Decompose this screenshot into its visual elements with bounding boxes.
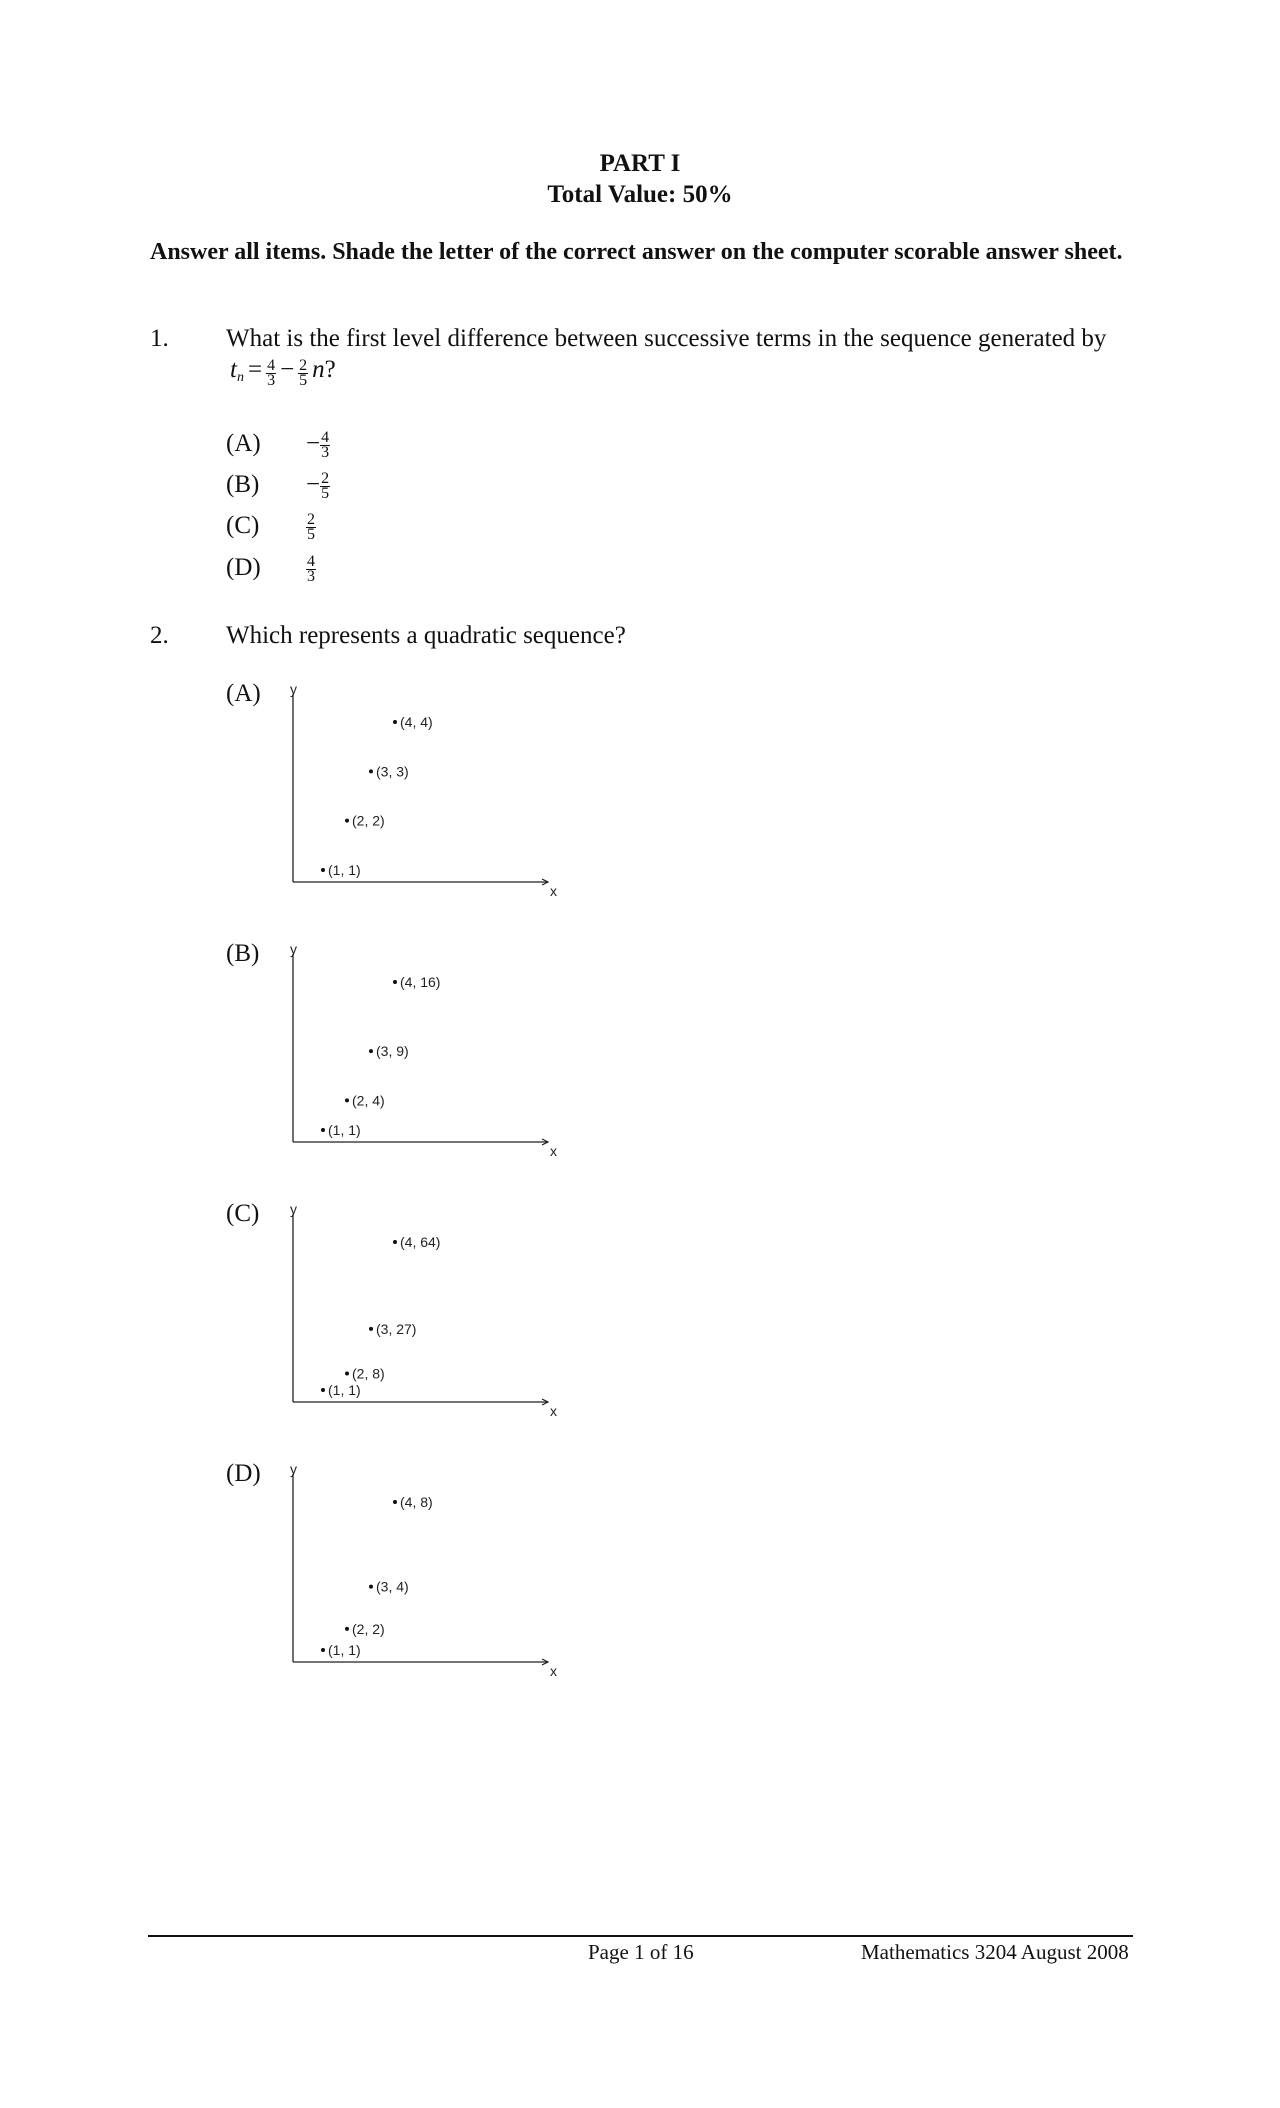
data-point xyxy=(369,1049,373,1053)
x-axis-label: x xyxy=(550,883,557,899)
data-point xyxy=(369,769,373,773)
q2-option-d-label[interactable]: (D) xyxy=(226,1460,261,1487)
data-point xyxy=(321,1648,325,1652)
point-label: (1, 1) xyxy=(328,1642,361,1658)
point-label: (3, 9) xyxy=(376,1043,409,1060)
q2-option-c-label[interactable]: (C) xyxy=(226,1200,260,1227)
data-point xyxy=(345,819,349,823)
footer-divider xyxy=(148,1935,1133,1937)
formula-minus: − xyxy=(280,356,295,383)
y-axis-label: y xyxy=(290,942,297,957)
point-label: (4, 64) xyxy=(400,1234,441,1250)
q1-option-b[interactable] xyxy=(226,469,330,502)
q2-text: Which represents a quadratic sequence? xyxy=(226,622,626,649)
data-point xyxy=(393,1500,397,1504)
point-label: (2, 8) xyxy=(352,1365,385,1382)
graph-a xyxy=(285,682,575,922)
x-axis-label: x xyxy=(550,1663,557,1679)
point-label: (4, 16) xyxy=(400,974,441,990)
point-label: (2, 4) xyxy=(352,1092,385,1109)
option-label: (A) xyxy=(226,430,261,457)
point-label: (2, 2) xyxy=(352,812,385,829)
q2-number: 2. xyxy=(150,622,169,649)
formula-t: t xyxy=(230,356,237,383)
point-label: (3, 4) xyxy=(376,1578,409,1595)
data-point xyxy=(321,1388,325,1392)
page-number: Page 1 of 16 xyxy=(588,1940,694,1964)
total-value: Total Value: 50% xyxy=(547,181,733,208)
point-label: (2, 2) xyxy=(352,1620,385,1637)
data-point xyxy=(345,1627,349,1631)
q1-option-a[interactable] xyxy=(226,428,330,461)
q1-option-c[interactable] xyxy=(226,510,315,543)
option-sign: − xyxy=(306,430,321,457)
option-fraction: $\frac{2}{5}$ xyxy=(307,510,315,543)
data-point xyxy=(393,980,397,984)
option-fraction: $\frac{2}{5}$ xyxy=(321,469,330,502)
instructions: Answer all items. Shade the letter of the correct answer on the computer scorable answer sheet. xyxy=(150,239,1123,265)
part-title: PART I xyxy=(599,150,681,177)
formula-question-mark: ? xyxy=(324,356,336,383)
option-fraction: $\frac{4}{3}$ xyxy=(321,428,330,461)
formula-fraction-2: $\frac{2}{5}$ xyxy=(299,356,308,389)
data-point xyxy=(345,1098,349,1102)
data-point xyxy=(369,1327,373,1331)
point-label: (4, 8) xyxy=(400,1494,433,1510)
formula-fraction-1: $\frac{4}{3}$ xyxy=(267,356,276,389)
point-label: (4, 4) xyxy=(400,714,433,730)
data-point xyxy=(321,1128,325,1132)
x-axis-label: x xyxy=(550,1403,557,1419)
data-point xyxy=(393,1240,397,1244)
y-axis-label: y xyxy=(290,1462,297,1477)
option-fraction: $\frac{4}{3}$ xyxy=(307,552,315,585)
y-axis-label: y xyxy=(290,682,297,697)
graph-d xyxy=(285,1462,575,1702)
data-point xyxy=(393,720,397,724)
option-label: (C) xyxy=(226,512,260,539)
point-label: (1, 1) xyxy=(328,862,361,878)
q1-formula xyxy=(230,356,336,388)
point-label: (3, 3) xyxy=(376,763,409,780)
point-label: (3, 27) xyxy=(376,1320,417,1337)
graph-b xyxy=(285,942,575,1182)
formula-subscript: n xyxy=(236,370,244,386)
option-sign: − xyxy=(306,471,321,498)
point-label: (1, 1) xyxy=(328,1122,361,1138)
option-label: (D) xyxy=(226,554,261,581)
formula-variable: n xyxy=(312,356,325,383)
q2-option-b-label[interactable]: (B) xyxy=(226,940,260,967)
data-point xyxy=(321,868,325,872)
option-label: (B) xyxy=(226,471,260,498)
data-point xyxy=(369,1585,373,1589)
course-title: Mathematics 3204 August 2008 xyxy=(861,1940,1129,1964)
data-point xyxy=(345,1372,349,1376)
q1-text: What is the first level difference between successive terms in the sequence generated by xyxy=(226,325,1107,352)
point-label: (1, 1) xyxy=(328,1382,361,1398)
formula-equals: = xyxy=(247,356,263,383)
q2-option-a-label[interactable]: (A) xyxy=(226,680,261,707)
y-axis-label: y xyxy=(290,1202,297,1217)
x-axis-label: x xyxy=(550,1143,557,1159)
q1-option-d[interactable] xyxy=(226,552,315,585)
graph-c xyxy=(285,1202,575,1442)
q1-number: 1. xyxy=(150,325,169,352)
